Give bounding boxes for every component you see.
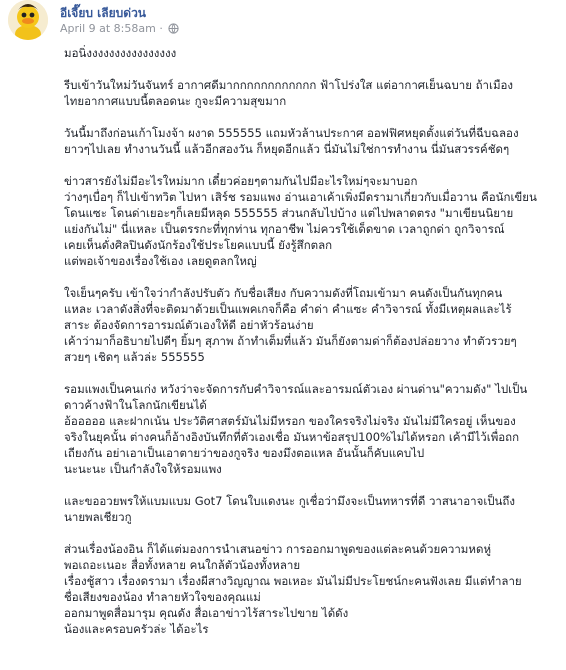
avatar[interactable] xyxy=(8,0,48,40)
post-paragraph xyxy=(64,77,556,109)
post-paragraph xyxy=(64,45,556,61)
post-text-line: โดนแซะ โดนด่าเยอะๆก็เลยมีหลุด 555555 ส่วนกลับไปบ้าง แต่ไปพลาดตรง "มาเขียนนิยาย xyxy=(64,206,514,220)
post-text-line: ไทยอากาศแบบนี้ตลอดนะ กูจะมีความสุขมาก xyxy=(64,94,287,108)
post-text-line: เคยเห็นดั่งศิลปินดังนักร้องใช้ประโยคแบบนี้ ยังรู้สึกตลก xyxy=(64,238,333,252)
post-text-line: ออกมาพูดสื่อมารุม คุณดัง สื่อเอาข่าวไร้สาระไปขาย ได้ดัง xyxy=(64,606,349,620)
post-timestamp[interactable]: April 9 at 8:58am xyxy=(60,22,156,35)
post-text-line: พอเถอะเนอะ สื่อทั้งหลาย คนใกล้ตัวน้องทั้งหลาย xyxy=(64,558,301,572)
post-text-line: และขออวยพรให้แบมแบม Got7 โดนใบแดงนะ กูเชื่อว่ามึงจะเป็นทหารที่ดี วาสนาอาจเป็นถึง xyxy=(64,494,515,508)
post-text-line: ใจเย็นๆครับ เข้าใจว่ากำลังปรับตัว กับชื่อเสียง กับความดังที่โถมเข้ามา คนดังเป็นกันทุกคน xyxy=(64,286,503,300)
post-body xyxy=(64,45,556,653)
post-text-line: ดาวค้างฟ้าในโลกนักเขียนได้ xyxy=(64,398,207,412)
post-text-line: ชื่อเสียงของน้อง ทำลายหัวใจของคุณแม่ xyxy=(64,590,261,604)
post-paragraph xyxy=(64,285,556,365)
post-text-line: แย่งกันไม่" นี่แหละ เป็นตรรกะที่ทุกท่าน ทุกอาชีพ ไม่ควรใช้เด็ดขาด เวลาถูกด่า ถูกวิจารณ์ xyxy=(64,222,505,236)
post-text-line: สวยๆ เชิดๆ แล้วล่ะ 555555 xyxy=(64,350,205,364)
post-text-line: วันนี้มาถึงก่อนเก้าโมงจ้า ผงาด 555555 แถมหัวล้านประกาศ ออฟฟิศหยุดตั้งแต่วันที่ฉีบฉลอง xyxy=(64,126,519,140)
globe-icon[interactable] xyxy=(168,23,179,37)
post-text-line: นายพลเชียวกู xyxy=(64,510,132,524)
post-text-line: ยาวๆไปเลย ทำงานวันนี้ แล้วอีกสองวัน ก็หยุดอีกแล้ว นี่มันไม่ใช่การทำงาน นี่มันสวรรค์ชัดๆ xyxy=(64,142,510,156)
post-text-line: สาระ ต้องจัดการอารมณ์ตัวเองให้ดี อย่าหัวร้อนง่าย xyxy=(64,318,314,332)
post-meta xyxy=(60,22,179,37)
post-text-line: จริงในยุคนั้น ต่างคนก็อ้างอิงบันทึกที่ตัวเองเชื่อ มันหาข้อสรุป100%ไม่ได้หรอก เค้ามีไว้เพื่อถก xyxy=(64,430,520,444)
post-text-line: เถียงกัน อย่าเอาเป็นเอาตายว่าของกูจริง ของมึงตอแหล อันนั้นก็คับแคบไป xyxy=(64,446,425,460)
meta-separator: · xyxy=(159,22,163,35)
duck-avatar-icon xyxy=(8,0,48,40)
post-header xyxy=(8,0,548,44)
post-paragraph xyxy=(64,541,556,637)
post-text-line: อ้อออออ และฝากเน้น ประวัติศาสตร์มันไม่มีหรอก ของใครจริงไม่จริง มันไม่มีใครอยู่ เห็นของ xyxy=(64,414,516,428)
post-text-line: ว่างๆเบื่อๆ ก็ไปเข้าทวิต ไปหา เสิร์ช รอมแพง อ่านเอาเค้าเพิ่งมีดรามาเกี่ยวกับเมื่อวาน คือนักเขียน xyxy=(64,190,537,204)
post-paragraph xyxy=(64,493,556,525)
post-text-line: ส่วนเรื่องน้องอิน ก็ได้แต่มองการนำเสนอข่าว การออกมาพูดของแต่ละคนด้วยความหดหู่ xyxy=(64,542,492,556)
post-text-line: ข่าวสารยังไม่มีอะไรใหม่มาก เดี๋ยวค่อยๆตามกันไปมีอะไรใหม่ๆจะมาบอก xyxy=(64,174,418,188)
post-text-line: น้องและครอบครัวล่ะ ได้อะไร xyxy=(64,622,209,636)
post-text-line: แหละ เวลาดังสิ่งที่จะติดมาด้วยเป็นแพคเกจก็คือ คำด่า คำแซะ คำวิจารณ์ ทั้งมีเหตุผลและไร้ xyxy=(64,302,512,316)
author-name[interactable]: อีเจี๊ยบ เลียบด่วน xyxy=(60,6,147,20)
post-paragraph xyxy=(64,173,556,269)
post-text-line: มอนิ่งงงงงงงงงงงงงงงง xyxy=(64,46,177,60)
post-paragraph xyxy=(64,381,556,477)
post-text-line: แต่พอเจ้าของเรื่องใช้เอง เลยดูตลกใหญ่ xyxy=(64,254,257,268)
post-text-line: เรื่องชู้สาว เรื่องดรามา เรื่องผีสางวิญญาณ พอเหอะ มันไม่มีประโยชน์กะคนฟังเลย มีแต่ทำลาย xyxy=(64,574,522,588)
post-text-line: รอมแพงเป็นคนเก่ง หวังว่าจะจัดการกับคำวิจารณ์และอารมณ์ตัวเอง ผ่านด่าน"ความดัง" ไปเป็น xyxy=(64,382,528,396)
post-paragraph xyxy=(64,125,556,157)
post-text-line: เค้าว่ามาก็อธิบายไปดีๆ ยิ้มๆ สุภาพ ถ้าทำเต็มที่แล้ว มันก็ยังตามด่าก็ต้องปล่อยวาง ทำตัวรวยๆ xyxy=(64,334,517,348)
post-text-line: นะนะนะ เป็นกำลังใจให้รอมแพง xyxy=(64,462,222,476)
post-text-line: รีบเข้าวันใหม่วันจันทร์ อากาศดีมากกกกกกกกกกกก ฟ้าโปร่งใส แต่อากาศเย็นฉบาย ถ้าเมือง xyxy=(64,78,514,92)
